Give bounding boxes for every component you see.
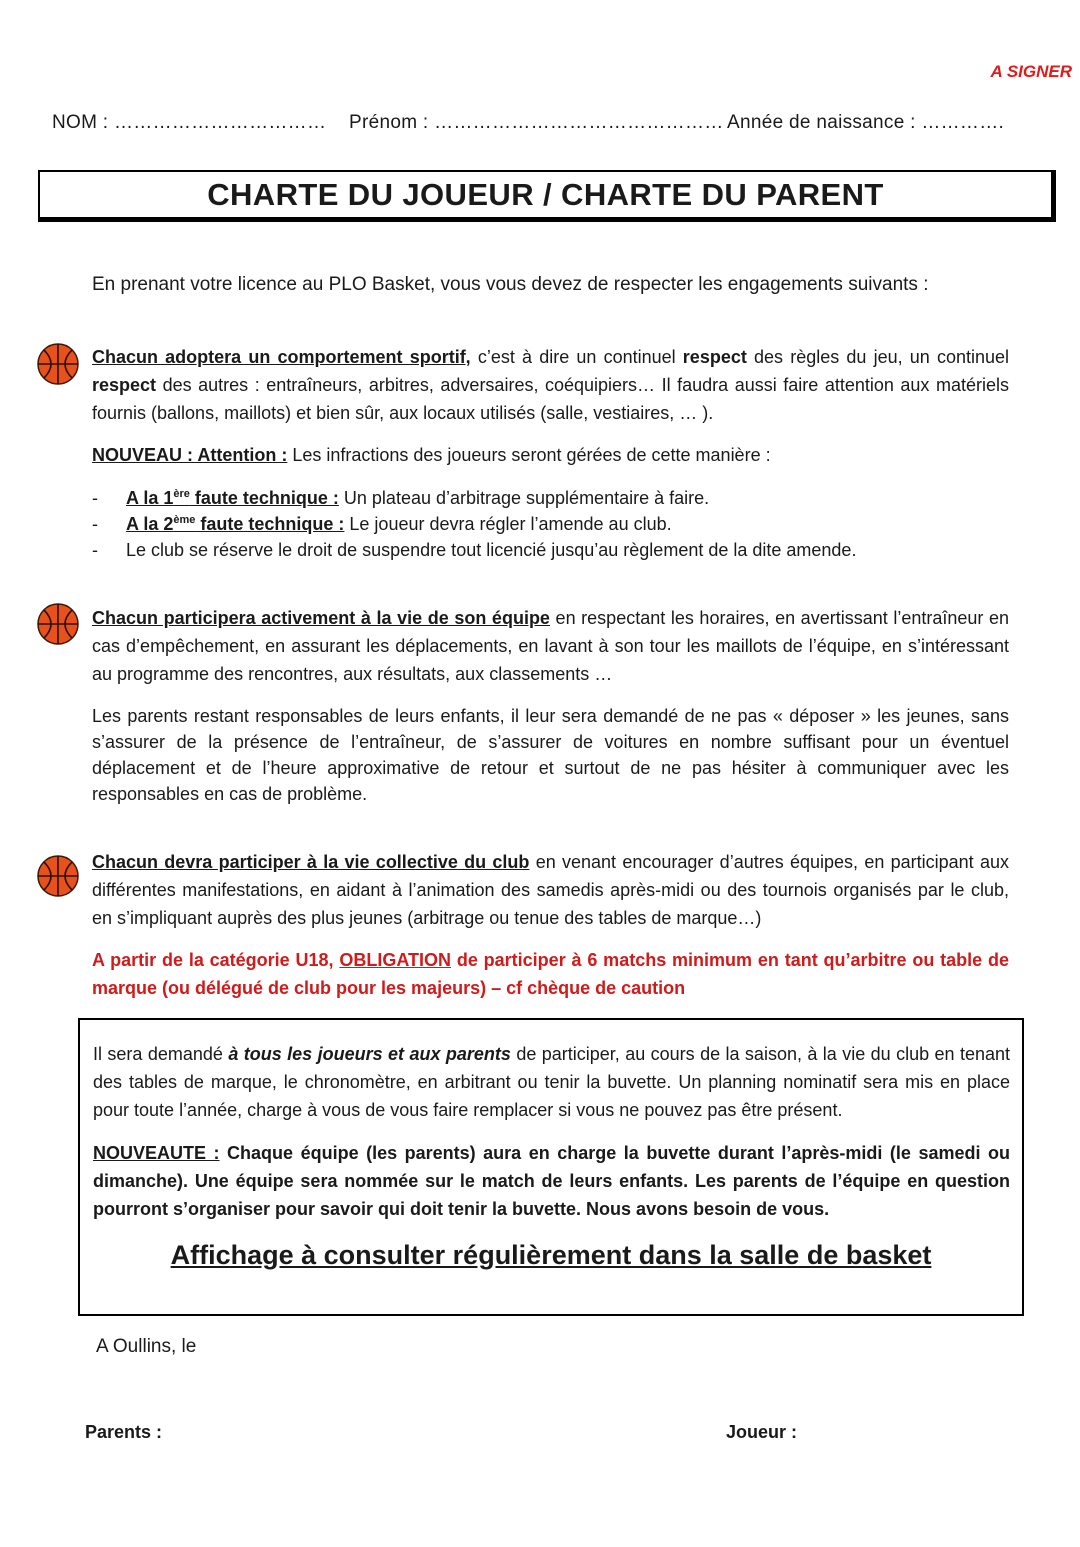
section-text: des règles du jeu, un continuel xyxy=(746,347,1009,367)
title-text: CHARTE DU JOUEUR / CHARTE DU PARENT xyxy=(207,176,884,212)
section-text: en respectant les horaires, en avertissant l’entraîneur en cas d’empêchement, en assurant les déplacements, en lavant à son tour les maillots de l’équipe, en s’intéressant au programme des rencontres, aux résultats, aux classements … xyxy=(92,608,1009,684)
section-text: des autres : entraîneurs, arbitres, adversaires, coéquipiers… Il faudra aussi faire attention aux matériels fournis (ballons, maillots) et bien sûr, aux locaux utilisés (salle, vestiaires, … ). xyxy=(92,375,1009,423)
list-item-text: Le joueur devra régler l’amende au club. xyxy=(344,514,672,534)
obligation-label: OBLIGATION xyxy=(339,950,452,970)
obligation-pre: A partir de la catégorie U18, xyxy=(92,950,340,970)
u18-obligation xyxy=(92,946,1009,1002)
section-lead: Chacun devra participer à la vie collective du club xyxy=(92,852,530,872)
prenom-field[interactable]: Prénom : ……………………………………… xyxy=(349,112,724,133)
list-item-label: A la 1ère faute technique : xyxy=(126,488,339,508)
lieu-date-field[interactable]: A Oullins, le xyxy=(96,1336,197,1357)
section-vie-collective xyxy=(92,848,1009,932)
joueur-signature[interactable]: Joueur : xyxy=(726,1422,798,1442)
list-item: - A la 1ère faute technique : Un plateau d’arbitrage supplémentaire à faire. xyxy=(92,488,710,508)
infractions-list xyxy=(92,485,1009,563)
nouveau-attention xyxy=(92,441,1009,469)
nouveaute-label: NOUVEAUTE : xyxy=(93,1143,220,1163)
section-comportement-sportif xyxy=(92,343,1009,427)
emphasis-respect: respect xyxy=(92,375,157,395)
obligation-post: de participer à 6 matchs minimum en tant qu’arbitre ou table de marque (ou délégué de club pour les majeurs) – cf chèque de caution xyxy=(92,950,1010,998)
list-item-text: Un plateau d’arbitrage supplémentaire à faire. xyxy=(338,488,710,508)
basketball-icon xyxy=(36,342,80,386)
emphasis-respect: respect xyxy=(682,347,747,367)
basketball-icon xyxy=(36,854,80,898)
list-item: - Le club se réserve le droit de suspendre tout licencié jusqu’au règlement de la dite amende. xyxy=(92,540,857,560)
intro-text: En prenant votre licence au PLO Basket, vous vous devez de respecter les engagements suivants : xyxy=(92,274,929,295)
affichage-notice: Affichage à consulter régulièrement dans la salle de basket xyxy=(170,1240,932,1270)
nouveaute-text: Chaque équipe (les parents) aura en charge la buvette durant l’après-midi (le samedi ou dimanche). Une équipe sera nommée sur le match de leurs enfants. Les parents de l’équipe en question pourront s’organiser pour savoir qui doit tenir la buvette. Nous avons besoin de vous. xyxy=(93,1143,1010,1219)
section-text: en venant encourager d’autres équipes, en participant aux différentes manifestations, en aidant à l’animation des samedis après-midi ou des tournois organisés par le club, en s’impliquant auprès des plus jeunes (arbitrage ou tenue des tables de marque…) xyxy=(92,852,1009,928)
parents-text: Les parents restant responsables de leurs enfants, il leur sera demandé de ne pas « déposer » les jeunes, sans s’assurer de la présence de l’entraîneur, de s’assurer de voitures en nombre suffisant pour un éventuel déplacement et de l’heure approximative de retour et surtout de ne pas hésiter à communiquer avec les responsables en cas de problème. xyxy=(92,706,1009,804)
sign-notice: A SIGNER xyxy=(990,62,1072,81)
section-lead: Chacun adoptera un comportement sportif, xyxy=(92,347,471,367)
annee-naissance-field[interactable]: Année de naissance : …………. xyxy=(727,112,1005,133)
parents-paragraph xyxy=(92,703,1009,807)
section-lead: Chacun participera activement à la vie de son équipe xyxy=(92,608,550,628)
nom-field[interactable]: NOM : …………………………… xyxy=(52,112,327,133)
section-text: c’est à dire un continuel xyxy=(470,347,683,367)
section-vie-equipe xyxy=(92,604,1009,688)
list-item-text: Le club se réserve le droit de suspendre tout licencié jusqu’au règlement de la dite amende. xyxy=(126,540,857,560)
box-paragraph: Il sera demandé à tous les joueurs et aux parents de participer, au cours de la saison, à la vie du club en tenant des tables de marque, le chronomètre, en arbitrant ou tenir la buvette. Un planning nominatif sera mis en place pour toute l’année, charge à vous de vous faire remplacer si vous ne pouvez pas être présent. xyxy=(93,1044,1011,1120)
page-title xyxy=(38,170,1056,222)
basketball-icon xyxy=(36,602,80,646)
list-item-label: A la 2ème faute technique : xyxy=(126,514,345,534)
list-item: - A la 2ème faute technique : Le joueur devra régler l’amende au club. xyxy=(92,514,672,534)
nouveau-label: NOUVEAU : Attention : xyxy=(92,445,288,465)
nouveaute-paragraph xyxy=(93,1139,1010,1223)
nouveau-text: Les infractions des joueurs seront gérées de cette manière : xyxy=(287,445,771,465)
participation-box xyxy=(78,1018,1024,1316)
parents-signature[interactable]: Parents : xyxy=(85,1422,163,1442)
emphasis-joueurs-parents: à tous les joueurs et aux parents xyxy=(228,1044,511,1064)
